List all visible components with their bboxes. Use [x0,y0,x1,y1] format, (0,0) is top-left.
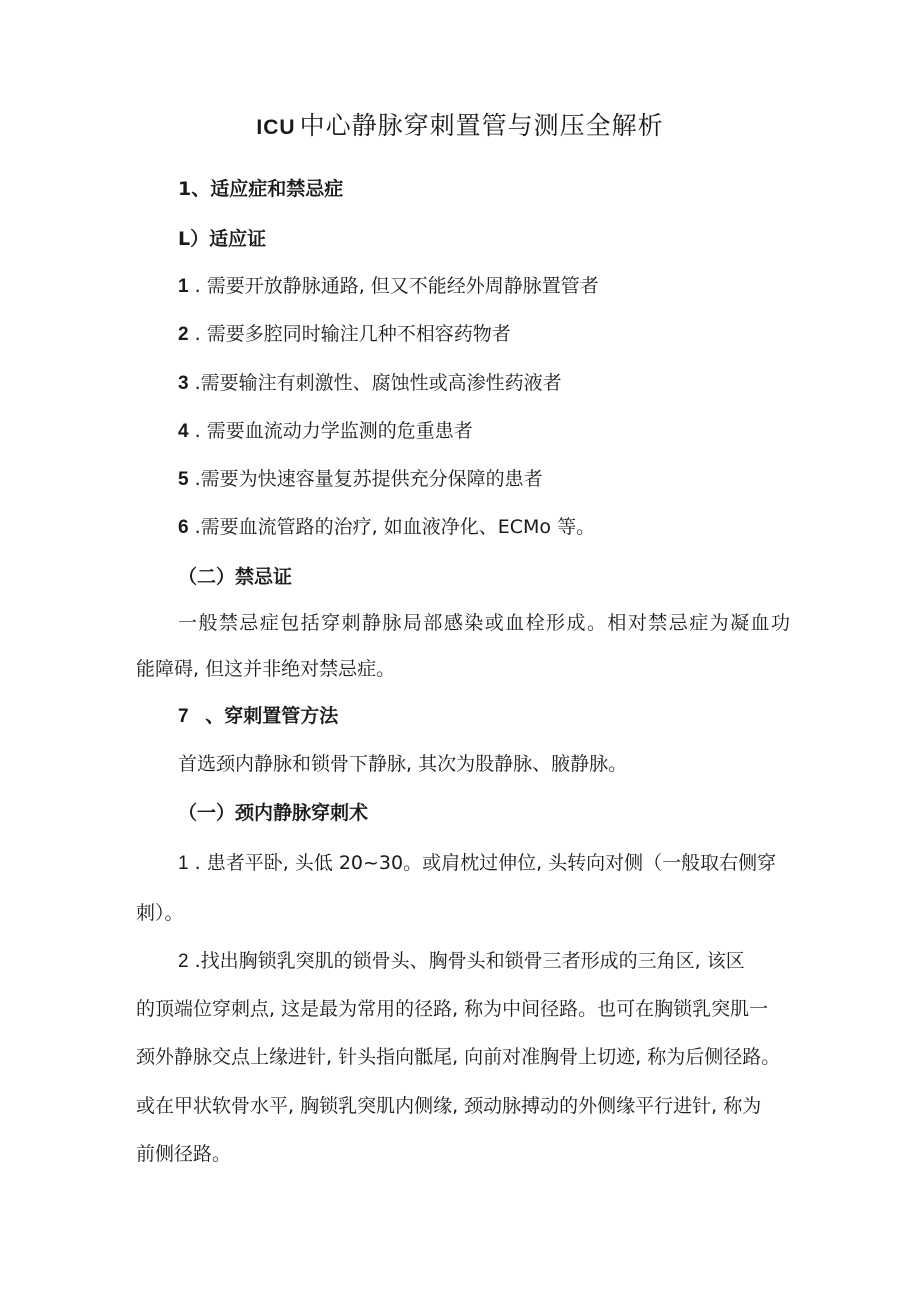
list-number: 3 [178,373,189,394]
list-number: 2 [178,324,189,345]
paragraph-line: 颈外静脉交点上缘进针, 针头指向骶尾, 向前对准胸骨上切迹, 称为后侧径路。 [136,1046,781,1068]
step-text: . 患者平卧, 头低 20~30。或肩枕过伸位, 头转向对侧（一般取右侧穿 [194,852,777,874]
indication-item [178,371,562,396]
indication-item [178,322,511,347]
step-number: 1 [178,853,189,874]
step-1-line [178,851,776,876]
section-title: 、穿刺置管方法 [205,705,339,727]
paragraph-line: 或在甲状软骨水平, 胸锁乳突肌内侧缘, 颈动脉搏动的外侧缘平行进针, 称为 [136,1095,762,1117]
list-text: .需要为快速容量复苏提供充分保障的患者 [194,468,543,490]
section-heading-method [178,704,338,729]
indication-item [178,419,473,444]
section-number: 7 [178,706,189,727]
paragraph-line: 一般禁忌症包括穿刺静脉局部感染或血栓形成。相对禁忌症为凝血功 [178,612,790,634]
list-number: 6 [178,517,189,538]
subheading-contraindications: （二）禁忌证 [178,566,293,588]
section-heading-indications-contraindications: 1、适应症和禁忌症 [178,178,344,200]
paragraph-line: 能障碍, 但这并非绝对禁忌症。 [136,658,396,680]
list-number: 5 [178,469,189,490]
list-text: .需要血流管路的治疗, 如血液净化、ECMo 等。 [194,516,596,538]
list-text: . 需要开放静脉通路, 但又不能经外周静脉置管者 [194,275,599,297]
step-number: 2 [178,951,189,972]
list-number: 4 [178,421,189,442]
paragraph-line: 的顶端位穿刺点, 这是最为常用的径路, 称为中间径路。也可在胸锁乳突肌一 [136,998,769,1020]
step-text: .找出胸锁乳突肌的锁骨头、胸骨头和锁骨三者形成的三角区, 该区 [194,950,745,972]
subheading-internal-jugular: （一）颈内静脉穿刺术 [178,802,369,824]
list-number: 1 [178,276,189,297]
list-text: .需要输注有刺激性、腐蚀性或高渗性药液者 [194,372,562,394]
step-2-line [178,949,745,974]
title-prefix: ICU [256,116,296,139]
list-text: . 需要多腔同时输注几种不相容药物者 [194,323,511,345]
paragraph-line: 刺）。 [136,902,184,924]
title-text: 中心静脉穿刺置管与测压全解析 [299,111,664,140]
subheading-indications: L）适应证 [178,228,267,250]
paragraph-line: 首选颈内静脉和锁骨下静脉, 其次为股静脉、腋静脉。 [178,753,628,775]
indication-item [178,467,543,492]
paragraph-line: 前侧径路。 [136,1143,232,1165]
indication-item [178,274,599,299]
indication-item [178,515,595,540]
page-title [0,110,920,144]
list-text: . 需要血流动力学监测的危重患者 [194,420,473,442]
